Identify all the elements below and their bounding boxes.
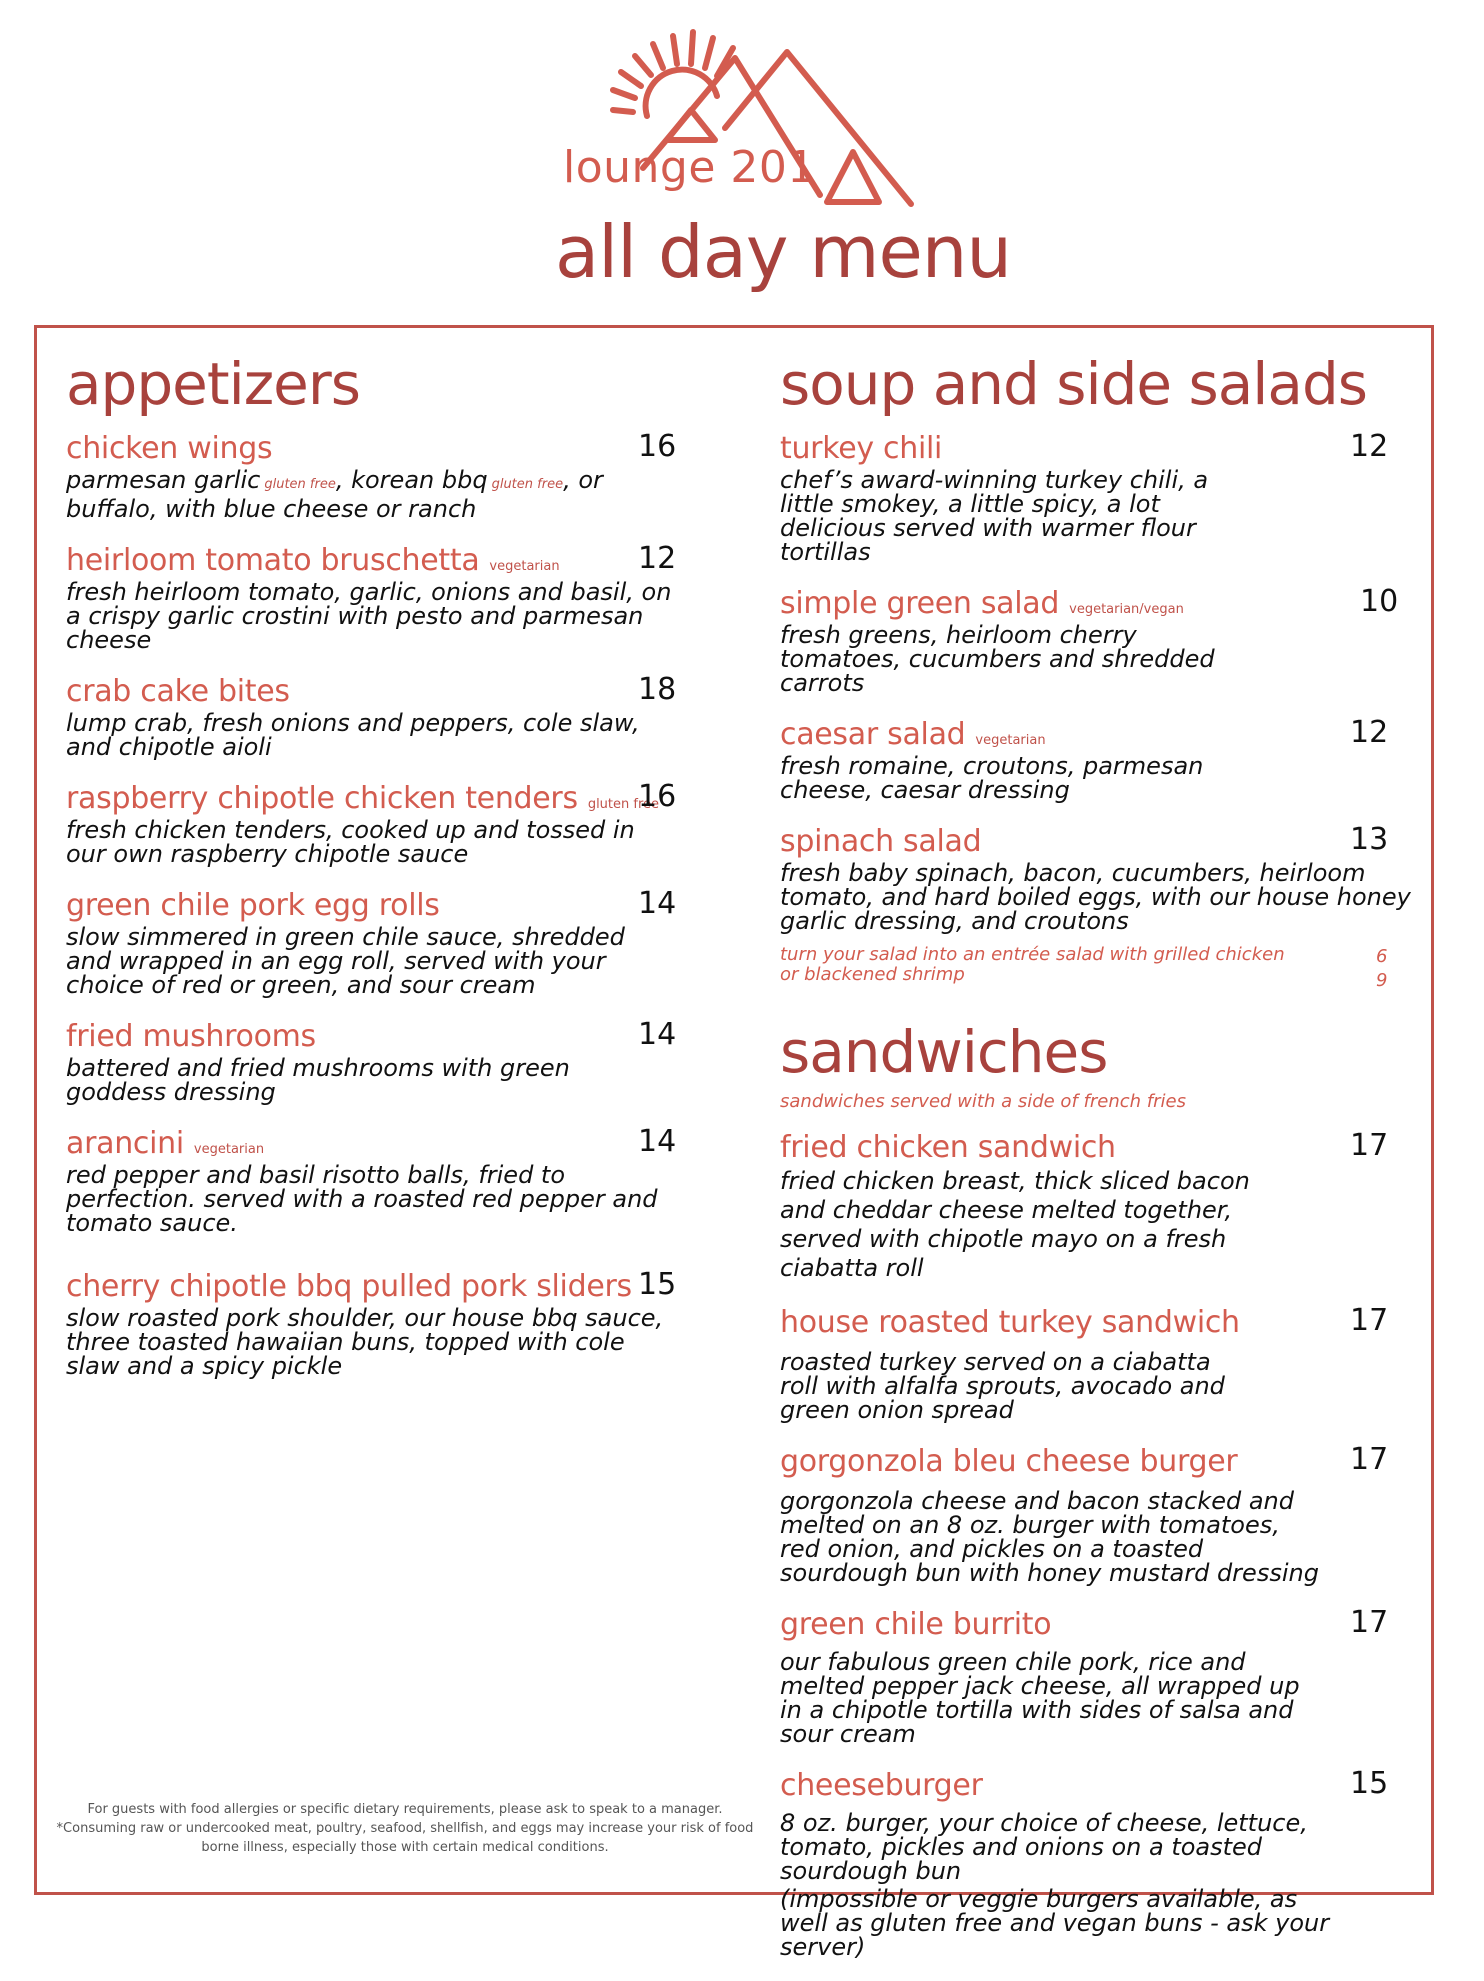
item-name: gorgonzola bleu cheese burger [780, 1444, 1238, 1479]
dietary-tag: vegetarian/vegan [1069, 602, 1184, 617]
item-description: fresh baby spinach, bacon, cucumbers, heirloom tomato, and hard boiled eggs, with our house honey garlic dressing, and croutons [780, 859, 1411, 935]
allergy-note: For guests with food allergies or specific dietary requirements, please ask to speak to a manager. [87, 1802, 723, 1817]
item-name: house roasted turkey sandwich [780, 1305, 1240, 1340]
item-name: spinach salad [780, 824, 982, 859]
item-name: simple green salad [780, 586, 1060, 621]
item-price: 18 [638, 672, 677, 707]
item-name: crab cake bites [66, 674, 290, 709]
item-description: fresh chicken tenders, cooked up and tossed in our own raspberry chipotle sauce [66, 816, 635, 868]
addon-price-shrimp: 9 [1376, 970, 1388, 991]
menu-item [66, 888, 676, 997]
item-description: red pepper and basil risotto balls, fried to perfection. served with a roasted red pepper and tomato sauce. [66, 1161, 658, 1237]
menu-item [780, 586, 1430, 695]
dietary-tag: gluten free [264, 477, 336, 492]
menu-title: all day menu [555, 210, 1012, 294]
menu-item [780, 1130, 1430, 1283]
item-description: fresh romaine, croutons, parmesan cheese, caesar dressing [780, 752, 1204, 804]
item-price: 17 [1350, 1442, 1389, 1477]
item-price: 13 [1350, 822, 1389, 857]
dietary-tag: vegetarian [975, 733, 1046, 748]
item-price: 17 [1350, 1605, 1389, 1640]
section-title-soups: soup and side salads [780, 350, 1367, 418]
menu-item [780, 431, 1430, 564]
menu-item [780, 1444, 1430, 1585]
item-price: 12 [638, 541, 677, 576]
menu-item [780, 1305, 1430, 1422]
salad-addon-note: turn your salad into an entrée salad with grilled chicken or blackened shrimp 6 9 [780, 944, 1388, 991]
item-price: 10 [1360, 584, 1399, 619]
menu-item [66, 1126, 676, 1235]
item-description: slow roasted pork shoulder, our house bbq sauce, three toasted hawaiian buns, topped with cole slaw and a spicy pickle [66, 1304, 664, 1380]
item-name: green chile pork egg rolls [66, 888, 440, 923]
item-description: slow simmered in green chile sauce, shredded and wrapped in an egg roll, served with your choice of red or green, and sour cream [66, 923, 625, 999]
item-name: caesar salad [780, 717, 966, 752]
item-price: 12 [1350, 429, 1389, 464]
item-description: battered and fried mushrooms with green goddess dressing [66, 1054, 570, 1106]
dietary-tag: gluten free [587, 797, 660, 812]
addon-prices [1376, 945, 1387, 993]
item-description: roasted turkey served on a ciabatta roll with alfalfa sprouts, avocado and green onion spread [780, 1348, 1225, 1424]
item-name: cherry chipotle bbq pulled pork sliders [66, 1269, 632, 1304]
appetizers-section [66, 350, 677, 1400]
section-title-sandwiches: sandwiches [780, 1018, 1108, 1086]
item-description-note: (impossible or veggie burgers available, as well as gluten free and vegan buns - ask your server) [780, 1885, 1330, 1961]
item-name: cheeseburger [780, 1768, 983, 1803]
menu-item [66, 1019, 676, 1104]
menu-item [66, 1269, 676, 1378]
dietary-tag: vegetarian [193, 1142, 265, 1157]
section-title-appetizers: appetizers [66, 350, 360, 418]
menu-item [66, 674, 676, 759]
dietary-tag: gluten free [491, 477, 564, 492]
item-price: 14 [638, 1017, 677, 1052]
item-name: raspberry chipotle chicken tenders [66, 781, 578, 816]
brand-name: lounge 201 [563, 142, 816, 193]
consumption-warning: *Consuming raw or undercooked meat, poultry, seafood, shellfish, and eggs may increase your risk of food borne illness, especially those with certain medical conditions. [56, 1821, 754, 1855]
menu-item [66, 781, 676, 866]
menu-item [66, 431, 676, 521]
item-description: fresh heirloom tomato, garlic, onions and basil, on a crispy garlic crostini with pesto and parmesan cheese [66, 578, 672, 654]
item-description: our fabulous green chile pork, rice and melted pepper jack cheese, all wrapped up in a chipotle tortilla with sides of salsa and sour cream [780, 1648, 1300, 1748]
menu-item [780, 1607, 1430, 1746]
item-name: chicken wings [66, 431, 273, 466]
item-price: 15 [638, 1267, 677, 1302]
item-price: 17 [1350, 1303, 1389, 1338]
item-price: 14 [638, 886, 677, 921]
item-price: 14 [638, 1124, 677, 1159]
item-name: fried mushrooms [66, 1019, 316, 1054]
right-column [780, 350, 1430, 1981]
item-description: parmesan garlic gluten free, korean bbq gluten free, or buffalo, with blue cheese or ranch [66, 466, 603, 523]
addon-price-chicken: 6 [1376, 946, 1388, 967]
item-price: 16 [638, 779, 677, 814]
item-name: heirloom tomato bruschetta [66, 543, 480, 578]
item-price: 16 [638, 429, 677, 464]
allergy-disclaimer [55, 1800, 755, 1857]
item-description: 8 oz. burger, your choice of cheese, lettuce, tomato, pickles and onions on a toasted sourdough bun [780, 1809, 1308, 1885]
item-description: fresh greens, heirloom cherry tomatoes, cucumbers and shredded carrots [780, 621, 1215, 697]
menu-item [780, 1768, 1430, 1959]
dietary-tag: vegetarian [489, 559, 560, 574]
menu-item [780, 824, 1430, 933]
menu-item [66, 543, 676, 652]
item-description: fried chicken breast, thick sliced bacon and cheddar cheese melted together, served with chipotle mayo on a fresh ciabatta roll [780, 1167, 1250, 1282]
item-description: gorgonzola cheese and bacon stacked and melted on an 8 oz. burger with tomatoes, red onion, and pickles on a toasted sourdough bun with honey mustard dressing [780, 1487, 1319, 1587]
item-name: green chile burrito [780, 1607, 1052, 1642]
sandwiches-note: sandwiches served with a side of french fries [780, 1091, 1186, 1112]
menu-item [780, 717, 1430, 802]
item-price: 15 [1350, 1766, 1389, 1801]
item-description: chef’s award-winning turkey chili, a little smokey, a little spicy, a lot delicious served with warmer flour tortillas [780, 466, 1209, 566]
item-description: lump crab, fresh onions and peppers, cole slaw, and chipotle aioli [66, 709, 640, 761]
item-name: turkey chili [780, 431, 943, 466]
item-name: fried chicken sandwich [780, 1130, 1116, 1165]
item-name: arancini [66, 1126, 184, 1161]
item-price: 12 [1350, 715, 1389, 750]
item-price: 17 [1350, 1128, 1389, 1163]
